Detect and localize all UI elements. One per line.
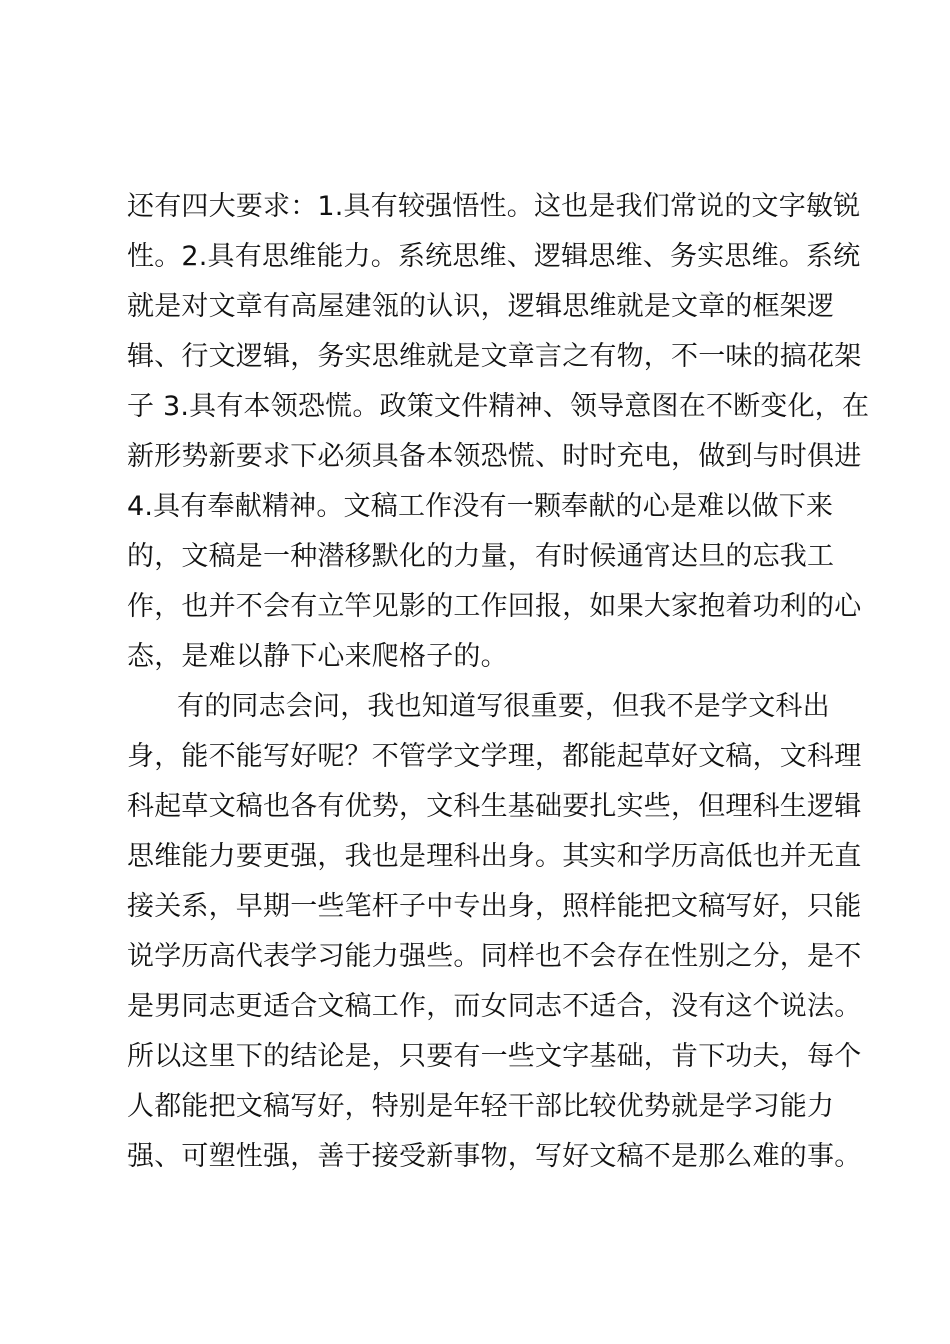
text-line: 说学历高代表学习能力强些。同样也不会存在性别之分，是不 [127, 941, 862, 972]
paragraph-2 [127, 682, 862, 1182]
text-line: 辑、行文逻辑，务实思维就是文章言之有物，不一味的搞花架 [127, 341, 862, 372]
text-line: 接关系，早期一些笔杆子中专出身，照样能把文稿写好，只能 [127, 891, 862, 922]
text-line: 新形势新要求下必须具备本领恐慌、时时充电，做到与时俱进 [127, 441, 862, 472]
document-body [127, 182, 870, 1182]
paragraph-1 [127, 182, 870, 682]
text-line: 子 3.具有本领恐慌。政策文件精神、领导意图在不断变化，在 [127, 391, 870, 422]
text-line: 4.具有奉献精神。文稿工作没有一颗奉献的心是难以做下来 [127, 491, 834, 522]
text-line: 的，文稿是一种潜移默化的力量，有时候通宵达旦的忘我工 [127, 541, 835, 572]
text-line: 性。2.具有思维能力。系统思维、逻辑思维、务实思维。系统 [127, 241, 861, 272]
text-line: 身，能不能写好呢？不管学文学理，都能起草好文稿，文科理 [127, 741, 862, 772]
text-line: 所以这里下的结论是，只要有一些文字基础，肯下功夫，每个 [127, 1041, 862, 1072]
text-line: 思维能力要更强，我也是理科出身。其实和学历高低也并无直 [127, 841, 862, 872]
text-line: 科起草文稿也各有优势，文科生基础要扎实些，但理科生逻辑 [127, 791, 862, 822]
text-line: 有的同志会问，我也知道写很重要，但我不是学文科出 [177, 691, 830, 722]
text-line: 还有四大要求：1.具有较强悟性。这也是我们常说的文字敏锐 [127, 191, 861, 222]
text-line: 强、可塑性强，善于接受新事物，写好文稿不是那么难的事。 [127, 1141, 862, 1172]
text-line: 作，也并不会有立竿见影的工作回报，如果大家抱着功利的心 [127, 591, 862, 622]
text-line: 态，是难以静下心来爬格子的。 [127, 641, 508, 672]
text-line: 人都能把文稿写好，特别是年轻干部比较优势就是学习能力 [127, 1091, 835, 1122]
text-line: 是男同志更适合文稿工作，而女同志不适合，没有这个说法。 [127, 991, 862, 1022]
text-line: 就是对文章有高屋建瓴的认识，逻辑思维就是文章的框架逻 [127, 291, 835, 322]
